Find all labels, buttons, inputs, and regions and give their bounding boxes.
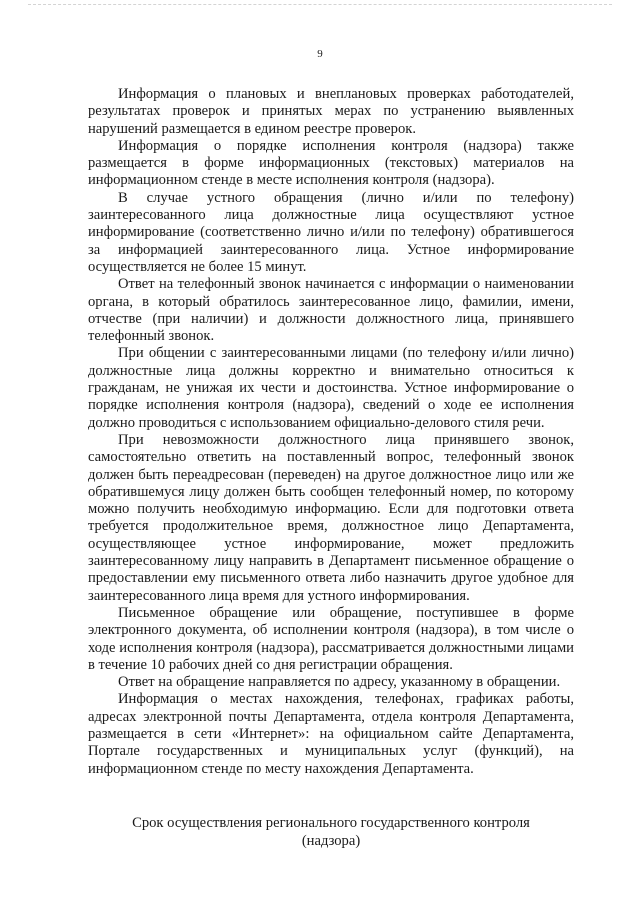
paragraph-oral-request: В случае устного обращения (лично и/или по телефону) заинтересованного лица должностные лица осуществляют устное информирование (соответственно лично и/или по телефону) обратившегося за информацией заинтересованного лица. Устное информирование осуществляется не более 15 минут. xyxy=(88,189,574,275)
paragraph-info-stand: Информация о порядке исполнения контроля (надзора) также размещается в форме информационных (текстовых) материалов на информационном стенде в месте исполнения контроля (надзора). xyxy=(88,137,574,189)
paragraph-inspections-registry: Информация о плановых и внеплановых проверках работодателей, результатах проверок и принятых мерах по устранению выявленных нарушений размещается в едином реестре проверок. xyxy=(88,86,574,137)
section-heading-line-2: (надзора) xyxy=(301,833,361,849)
paragraph-written-request: Письменное обращение или обращение, поступившее в форме электронного документа, об исполнении контроля (надзора), в том числе о ходе исполнения контроля (надзора), рассматривается должностными лицами в течение 10 рабочих дней со дня регистрации обращения. xyxy=(88,604,574,673)
scan-top-edge xyxy=(28,4,612,5)
paragraph-contact-info: Информация о местах нахождения, телефонах, графиках работы, адресах электронной почты Департамента, отдела контроля Департамента, размещается в сети «Интернет»: на официальном сайте Департамента, Портале государственных и муниципальных услуг (функций), на информационном стенде по месту нахождения Департамента. xyxy=(88,691,574,777)
page-number: 9 xyxy=(317,48,323,60)
paragraph-phone-answer: Ответ на телефонный звонок начинается с информации о наименовании органа, в который обратилось заинтересованное лицо, фамилии, имени, отчестве (при наличии) и должности должностного лица, принявшего телефонный звонок. xyxy=(88,276,574,345)
paragraph-communication-rules: При общении с заинтересованными лицами (по телефону и/или лично) должностные лица должны корректно и внимательно относиться к гражданам, не унижая их чести и достоинства. Устное информирование о порядке исполнения контроля (надзора), сведений о ходе ее исполнения должно проводиться с использованием официально-делового стиля речи. xyxy=(88,345,574,431)
section-heading-line-1: Срок осуществления регионального государственного контроля xyxy=(132,815,530,831)
paragraph-redirect-call: При невозможности должностного лица принявшего звонок, самостоятельно ответить на поставленный вопрос, телефонный звонок должен быть переадресован (переведен) на другое должностное лицо или же обратившемуся лицу должен быть сообщен телефонный номер, по которому можно получить необходимую информацию. Если для подготовки ответа требуется продолжительное время, должностное лицо Департамента, осуществляющее устное информирование, может предложить заинтересованному лицу направить в Департамент письменное обращение о предоставлении ему письменного ответа либо назначить другое удобное для заинтересованного лица время для устного информирования. xyxy=(88,431,574,604)
section-heading xyxy=(88,814,574,850)
document-body xyxy=(88,86,574,778)
paragraph-reply-address: Ответ на обращение направляется по адресу, указанному в обращении. xyxy=(118,674,561,691)
